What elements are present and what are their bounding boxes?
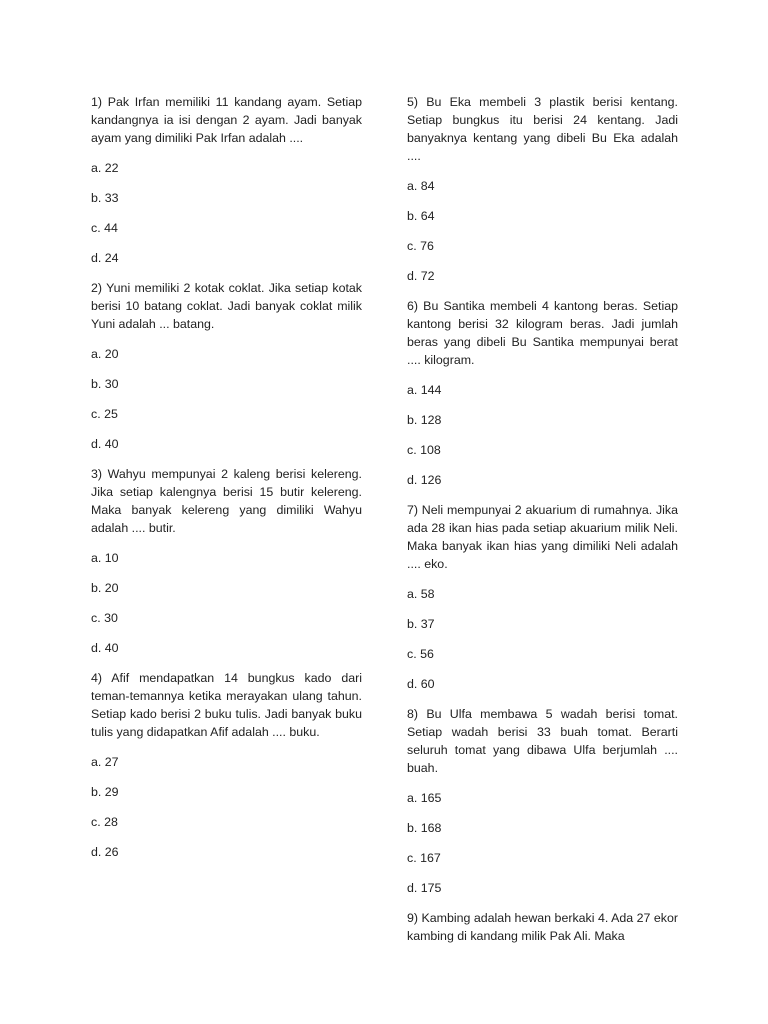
question-8-option-c: c. 167 xyxy=(407,851,441,865)
question-4-option-b: b. 29 xyxy=(91,785,119,799)
question-4-option-d: d. 26 xyxy=(91,845,119,859)
question-1-option-a: a. 22 xyxy=(91,161,119,175)
question-7: 7) Neli mempunyai 2 akuarium di rumahnya. Jika ada 28 ikan hias pada setiap akuarium milik Neli. Maka banyak ikan hias yang dimiliki Neli adalah .... eko. xyxy=(407,503,678,571)
question-6-option-a: a. 144 xyxy=(407,383,442,397)
question-5-option-c: c. 76 xyxy=(407,239,434,253)
question-2: 2) Yuni memiliki 2 kotak coklat. Jika setiap kotak berisi 10 batang coklat. Jadi banyak coklat milik Yuni adalah ... batang. xyxy=(91,281,362,331)
question-7-option-a: a. 58 xyxy=(407,587,435,601)
question-2-option-d: d. 40 xyxy=(91,437,119,451)
question-6-option-d: d. 126 xyxy=(407,473,442,487)
question-7-option-c: c. 56 xyxy=(407,647,434,661)
question-4-option-a: a. 27 xyxy=(91,755,119,769)
question-9: 9) Kambing adalah hewan berkaki 4. Ada 27 ekor kambing di kandang milik Pak Ali. Maka xyxy=(407,911,678,943)
question-8-option-b: b. 168 xyxy=(407,821,442,835)
question-1-option-c: c. 44 xyxy=(91,221,118,235)
question-8-option-a: a. 165 xyxy=(407,791,442,805)
question-6-option-c: c. 108 xyxy=(407,443,441,457)
question-6: 6) Bu Santika membeli 4 kantong beras. Setiap kantong berisi 32 kilogram beras. Jadi jumlah beras yang dibeli Bu Santika mempunyai berat .... kilogram. xyxy=(407,299,678,367)
question-1-option-b: b. 33 xyxy=(91,191,119,205)
question-8: 8) Bu Ulfa membawa 5 wadah berisi tomat. Setiap wadah berisi 33 buah tomat. Berarti seluruh tomat yang dibawa Ulfa berjumlah .... buah. xyxy=(407,707,678,775)
question-1: 1) Pak Irfan memiliki 11 kandang ayam. Setiap kandangnya ia isi dengan 2 ayam. Jadi banyak ayam yang dimiliki Pak Irfan adalah .... xyxy=(91,95,362,145)
question-7-option-d: d. 60 xyxy=(407,677,435,691)
question-5-option-b: b. 64 xyxy=(407,209,435,223)
right-column xyxy=(407,93,678,943)
question-4-option-c: c. 28 xyxy=(91,815,118,829)
question-8-option-d: d. 175 xyxy=(407,881,442,895)
question-2-option-b: b. 30 xyxy=(91,377,119,391)
question-7-option-b: b. 37 xyxy=(407,617,435,631)
question-2-option-a: a. 20 xyxy=(91,347,119,361)
question-5-option-a: a. 84 xyxy=(407,179,435,193)
left-column xyxy=(91,93,362,873)
question-6-option-b: b. 128 xyxy=(407,413,442,427)
question-3-option-c: c. 30 xyxy=(91,611,118,625)
question-3: 3) Wahyu mempunyai 2 kaleng berisi kelereng. Jika setiap kalengnya berisi 15 butir kelereng. Maka banyak kelereng yang dimiliki Wahyu adalah .... butir. xyxy=(91,467,362,535)
question-3-option-b: b. 20 xyxy=(91,581,119,595)
question-4: 4) Afif mendapatkan 14 bungkus kado dari teman-temannya ketika merayakan ulang tahun. Setiap kado berisi 2 buku tulis. Jadi banyak buku tulis yang didapatkan Afif adalah .... buku. xyxy=(91,671,362,739)
question-2-option-c: c. 25 xyxy=(91,407,118,421)
question-3-option-a: a. 10 xyxy=(91,551,119,565)
question-3-option-d: d. 40 xyxy=(91,641,119,655)
question-5-option-d: d. 72 xyxy=(407,269,435,283)
question-5: 5) Bu Eka membeli 3 plastik berisi kentang. Setiap bungkus itu berisi 24 kentang. Jadi banyaknya kentang yang dibeli Bu Eka adalah .... xyxy=(407,95,678,163)
question-1-option-d: d. 24 xyxy=(91,251,119,265)
